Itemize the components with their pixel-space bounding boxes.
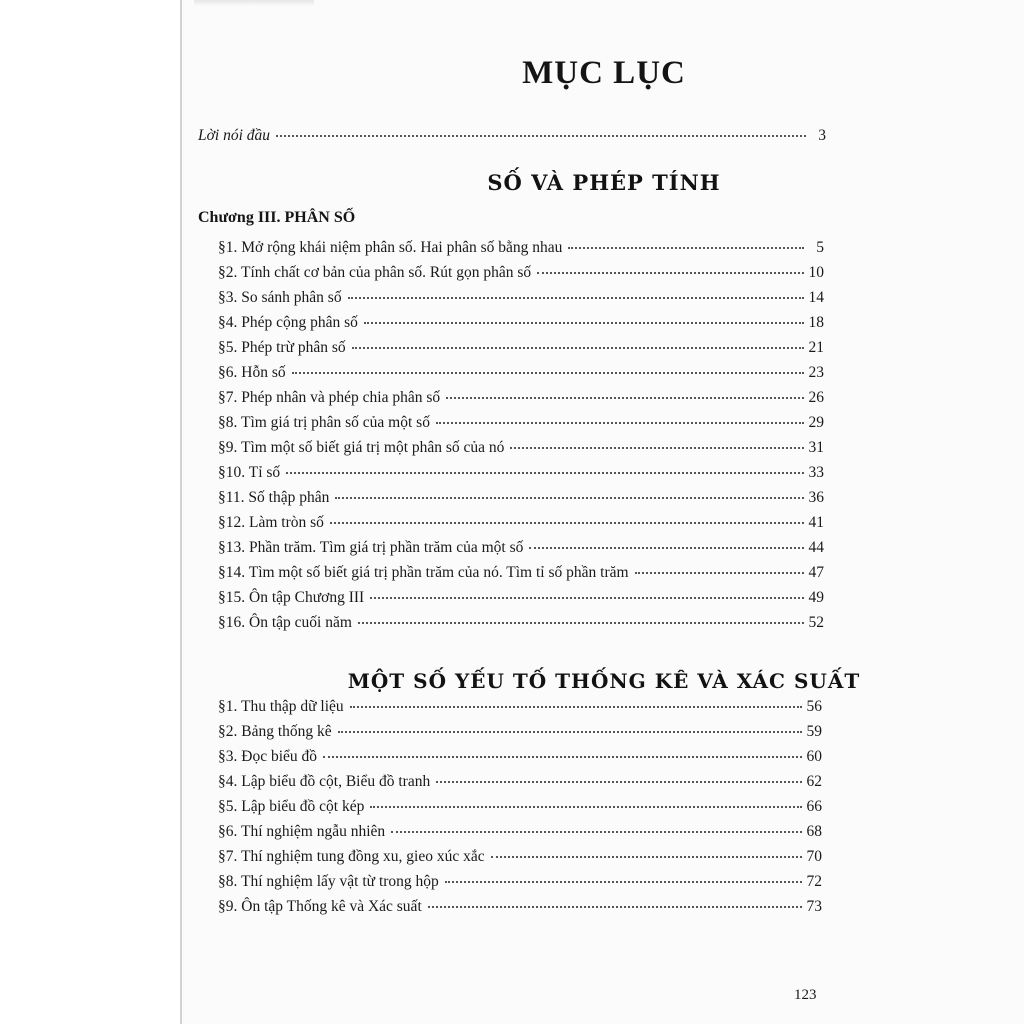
toc-label: Lời nói đầu [198, 127, 271, 144]
dot-leader [436, 781, 802, 783]
toc-page: 14 [808, 289, 824, 306]
toc-row [218, 847, 822, 867]
dot-leader [364, 322, 804, 324]
dot-leader [568, 247, 804, 249]
toc-page: 62 [806, 773, 822, 790]
section-heading-numbers: SỐ VÀ PHÉP TÍNH [487, 170, 721, 195]
toc-label: §8. Thí nghiệm lấy vật từ trong hộp [218, 873, 439, 890]
toc-page: 60 [806, 748, 822, 765]
dot-leader [446, 397, 804, 399]
page-title: MỤC LỤC [522, 55, 686, 91]
toc-page: 44 [808, 539, 824, 556]
toc-page: 47 [808, 564, 824, 581]
dot-leader [348, 297, 804, 299]
toc-label: §8. Tìm giá trị phân số của một số [218, 414, 430, 431]
book-page [180, 0, 1024, 1024]
toc-page: 66 [806, 798, 822, 815]
dot-leader [335, 497, 804, 499]
toc-page: 3 [818, 127, 826, 144]
dot-leader [537, 272, 804, 274]
toc-page: 70 [806, 848, 822, 865]
toc-row [218, 797, 822, 817]
toc-page: 49 [808, 589, 824, 606]
toc-row [218, 263, 824, 283]
toc-row-preface [198, 126, 826, 146]
dot-leader [323, 756, 802, 758]
toc-label: §9. Tìm một số biết giá trị một phân số của nó [218, 439, 505, 456]
dot-leader [510, 447, 804, 449]
toc-label: §13. Phần trăm. Tìm giá trị phần trăm của một số [218, 539, 524, 556]
toc-label: §6. Thí nghiệm ngẫu nhiên [218, 823, 386, 840]
toc-page: 52 [808, 614, 824, 631]
dot-leader [445, 881, 802, 883]
dot-leader [436, 422, 804, 424]
dot-leader [491, 856, 802, 858]
toc-label: §6. Hỗn số [218, 364, 286, 381]
toc-row [218, 697, 822, 717]
dot-leader [350, 706, 802, 708]
toc-label: §14. Tìm một số biết giá trị phần trăm của nó. Tìm tỉ số phần trăm [218, 564, 629, 581]
toc-label: §4. Lập biểu đồ cột, Biểu đồ tranh [218, 773, 431, 790]
toc-row [218, 488, 824, 508]
toc-row [218, 338, 824, 358]
toc-label: §7. Phép nhân và phép chia phân số [218, 389, 441, 406]
toc-label: §7. Thí nghiệm tung đồng xu, gieo xúc xắc [218, 848, 485, 865]
dot-leader [352, 347, 804, 349]
dot-leader [428, 906, 802, 908]
toc-row [218, 438, 824, 458]
toc-page: 10 [808, 264, 824, 281]
dot-leader [286, 472, 804, 474]
toc-label: §3. Đọc biểu đồ [218, 748, 318, 765]
toc-label: §12. Làm tròn số [218, 514, 324, 531]
dot-leader [292, 372, 804, 374]
dot-leader [276, 135, 806, 137]
chapter-heading: Chương III. PHÂN SỐ [198, 209, 356, 226]
toc-label: §1. Thu thập dữ liệu [218, 698, 344, 715]
dot-leader [529, 547, 804, 549]
toc-row [218, 563, 824, 583]
toc-row [218, 388, 824, 408]
toc-label: §2. Tính chất cơ bản của phân số. Rút gọn phân số [218, 264, 532, 281]
toc-label: §2. Bảng thống kê [218, 723, 332, 740]
dot-leader [338, 731, 802, 733]
toc-page: 59 [806, 723, 822, 740]
dot-leader [358, 622, 804, 624]
toc-page: 23 [808, 364, 824, 381]
toc-page: 72 [806, 873, 822, 890]
section-heading-statistics: MỘT SỐ YẾU TỐ THỐNG KÊ VÀ XÁC SUẤT [347, 669, 861, 693]
toc-row [218, 588, 824, 608]
toc-label: §10. Tỉ số [218, 464, 281, 481]
toc-page: 41 [808, 514, 824, 531]
toc-row [218, 363, 824, 383]
toc-label: §16. Ôn tập cuối năm [218, 614, 352, 631]
toc-label: §9. Ôn tập Thống kê và Xác suất [218, 898, 422, 915]
toc-label: §15. Ôn tập Chương III [218, 589, 365, 606]
toc-page: 21 [808, 339, 824, 356]
toc-page: 56 [806, 698, 822, 715]
toc-row [218, 897, 822, 917]
toc-row [218, 747, 822, 767]
dot-leader [635, 572, 804, 574]
toc-label: §4. Phép cộng phân số [218, 314, 358, 331]
dot-leader [391, 831, 802, 833]
page-number: 123 [794, 987, 817, 1003]
toc-label: §1. Mở rộng khái niệm phân số. Hai phân số bằng nhau [218, 239, 563, 256]
scan-shadow [194, 0, 314, 6]
toc-row [218, 413, 824, 433]
toc-label: §5. Lập biểu đồ cột kép [218, 798, 365, 815]
toc-row [218, 313, 824, 333]
toc-row [218, 288, 824, 308]
toc-page: 18 [808, 314, 824, 331]
dot-leader [370, 806, 802, 808]
toc-page: 68 [806, 823, 822, 840]
toc-row [218, 872, 822, 892]
toc-page: 26 [808, 389, 824, 406]
toc-page: 33 [808, 464, 824, 481]
toc-row [218, 613, 824, 633]
toc-page: 31 [808, 439, 824, 456]
toc-row [218, 513, 824, 533]
toc-label: §3. So sánh phân số [218, 289, 342, 306]
toc-row [218, 538, 824, 558]
toc-label: §11. Số thập phân [218, 489, 330, 506]
toc-page: 36 [808, 489, 824, 506]
dot-leader [370, 597, 804, 599]
toc-page: 29 [808, 414, 824, 431]
toc-row [218, 722, 822, 742]
toc-row [218, 772, 822, 792]
dot-leader [330, 522, 804, 524]
toc-page: 73 [806, 898, 822, 915]
toc-page: 5 [816, 239, 824, 256]
toc-label: §5. Phép trừ phân số [218, 339, 346, 356]
toc-row [218, 463, 824, 483]
toc-row [218, 238, 824, 258]
toc-row [218, 822, 822, 842]
